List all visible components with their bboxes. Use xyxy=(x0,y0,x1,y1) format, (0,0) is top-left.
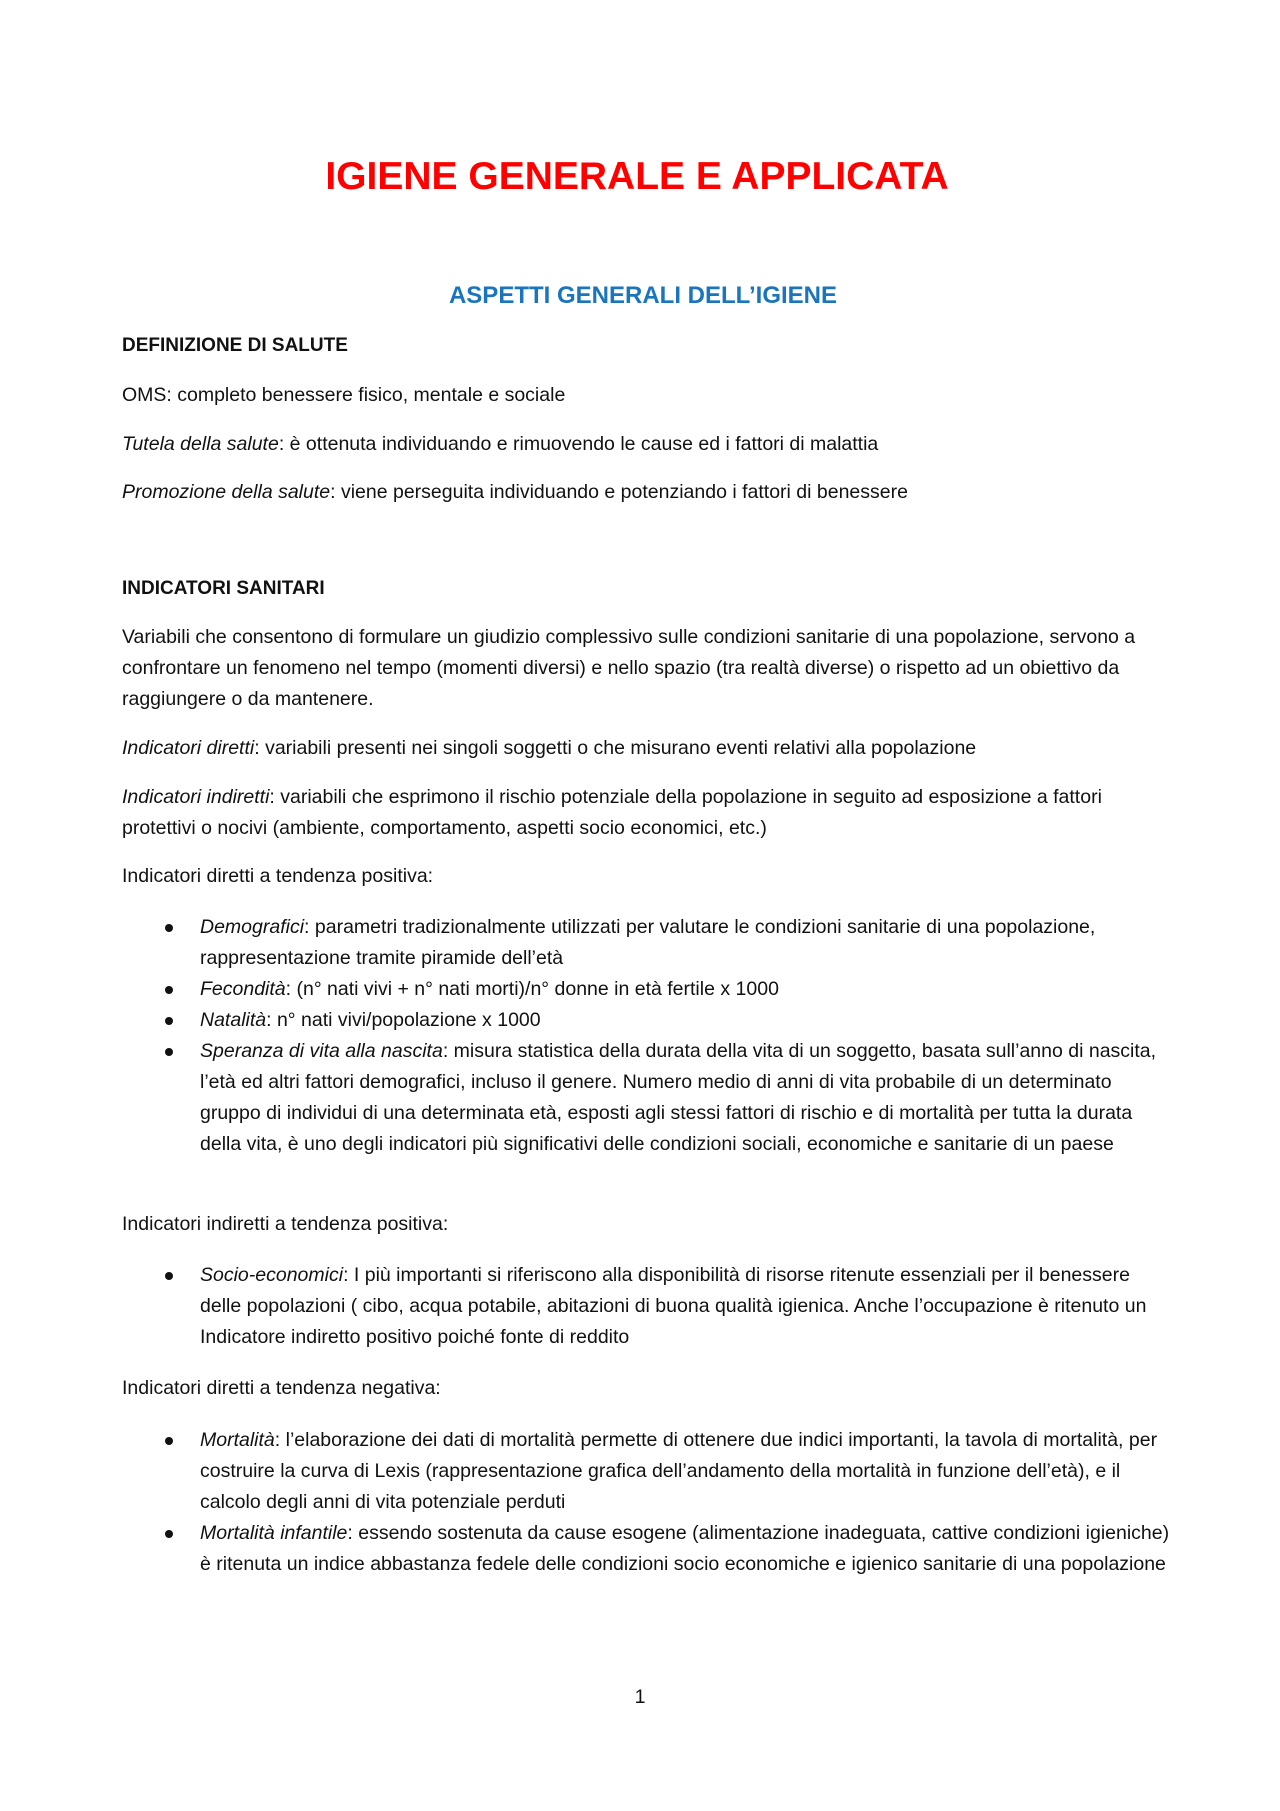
group2-title: Indicatori indiretti a tendenza positiva: xyxy=(122,1213,449,1235)
tutela-label: Tutela della salute xyxy=(122,433,279,455)
bullet-icon xyxy=(165,924,173,932)
list-item: Mortalità: l’elaborazione dei dati di mortalità permette di ottenere due indici importanti, la tavola di mortalità, per costruire la curva di Lexis (rappresentazione grafica dell’andamento della mortalità in funzione dell’età), e il calcolo degli anni di vita potenziale perduti xyxy=(162,1425,1172,1518)
document-title: IGIENE GENERALE E APPLICATA xyxy=(325,155,949,198)
group1-list xyxy=(162,912,1172,1160)
list-item: Demografici: parametri tradizionalmente utilizzati per valutare le condizioni sanitarie di una popolazione, rappresentazione tramite piramide dell’età xyxy=(162,912,1172,974)
list-item: Natalità: n° nati vivi/popolazione x 1000 xyxy=(162,1005,1172,1036)
list-item: Fecondità: (n° nati vivi + n° nati morti)/n° donne in età fertile x 1000 xyxy=(162,974,1172,1005)
page-number: 1 xyxy=(634,1686,646,1708)
group1-title: Indicatori diretti a tendenza positiva: xyxy=(122,865,434,887)
bullet-icon xyxy=(165,1272,173,1280)
group3-title: Indicatori diretti a tendenza negativa: xyxy=(122,1377,441,1399)
list-item: Mortalità infantile: essendo sostenuta da cause esogene (alimentazione inadeguata, cattive condizioni igieniche) è ritenuta un indice abbastanza fedele delle condizioni socio economiche e igienico sanitarie di una popolazione xyxy=(162,1518,1172,1580)
tutela-paragraph xyxy=(122,429,1172,460)
heading-definizione-salute: DEFINIZIONE DI SALUTE xyxy=(122,335,348,356)
tutela-text: : è ottenuta individuando e rimuovendo le cause ed i fattori di malattia xyxy=(278,433,879,455)
list-item: Socio-economici: I più importanti si riferiscono alla disponibilità di risorse ritenute essenziali per il benessere delle popolazioni ( cibo, acqua potabile, abitazioni di buona qualità igienica. Anche l’occupazione è ritenuto un Indicatore indiretto positivo poiché fonte di reddito xyxy=(162,1260,1172,1353)
diretti-text: : variabili presenti nei singoli soggetti o che misurano eventi relativi alla popolazione xyxy=(254,737,977,759)
promozione-text: : viene perseguita individuando e potenziando i fattori di benessere xyxy=(330,481,908,503)
oms-definition: OMS: completo benessere fisico, mentale e sociale xyxy=(122,384,566,406)
indiretti-paragraph xyxy=(122,782,1172,844)
promozione-label: Promozione della salute xyxy=(122,481,331,503)
diretti-paragraph xyxy=(122,733,1172,764)
diretti-label: Indicatori diretti xyxy=(122,737,255,759)
indicatori-intro: Variabili che consentono di formulare un giudizio complessivo sulle condizioni sanitarie di una popolazione, servono a confrontare un fenomeno nel tempo (momenti diversi) e nello spazio (tra realtà diverse) o rispetto ad un obiettivo da raggiungere o da mantenere. xyxy=(122,626,1136,710)
list-item: Speranza di vita alla nascita: misura statistica della durata della vita di un soggetto, basata sull’anno di nascita, l’età ed altri fattori demografici, incluso il genere. Numero medio di anni di vita probabile di un determinato gruppo di individui di una determinata età, esposti agli stessi fattori di rischio e di mortalità per tutta la durata della vita, è uno degli indicatori più significativi delle condizioni sociali, economiche e sanitarie di un paese xyxy=(162,1036,1172,1160)
bullet-icon xyxy=(165,1437,173,1445)
heading-indicatori-sanitari: INDICATORI SANITARI xyxy=(122,578,325,599)
section-title: ASPETTI GENERALI DELL’IGIENE xyxy=(448,282,838,309)
promozione-paragraph xyxy=(122,477,1172,508)
indiretti-text: : variabili che esprimono il rischio potenziale della popolazione in seguito ad esposizione a fattori protettivi o nocivi (ambiente, comportamento, aspetti socio economici, etc.) xyxy=(122,786,1102,839)
group2-list xyxy=(162,1260,1172,1353)
indiretti-label: Indicatori indiretti xyxy=(122,786,270,808)
bullet-icon xyxy=(165,1048,173,1056)
group3-list xyxy=(162,1425,1172,1580)
bullet-icon xyxy=(165,1530,173,1538)
bullet-icon xyxy=(165,986,173,994)
bullet-icon xyxy=(165,1017,173,1025)
